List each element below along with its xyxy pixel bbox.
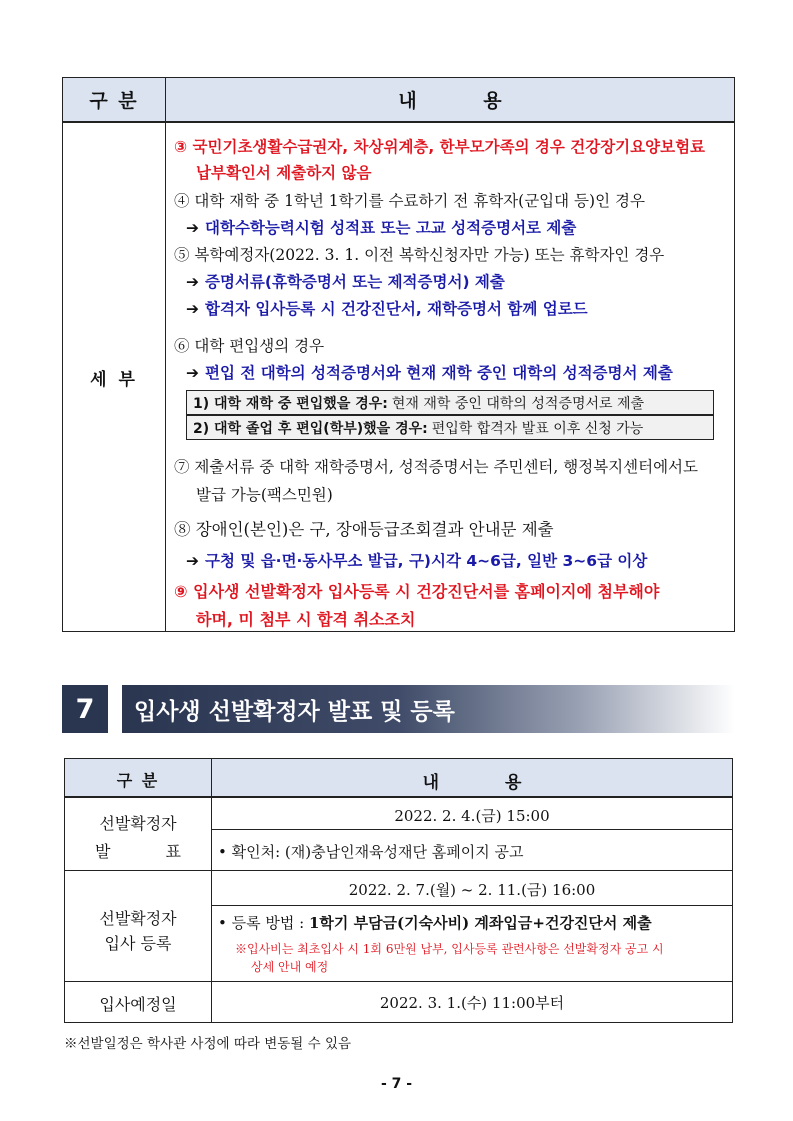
registration-period: 2022. 2. 7.(월) ~ 2. 11.(금) 16:00 [348, 881, 596, 899]
arrow-right-icon: ➔ [186, 364, 199, 382]
page-number: - 7 - [380, 1076, 413, 1092]
row-label-move-in: 입사예정일 [99, 995, 177, 1014]
row-label-registration: 선발확정자 [99, 909, 177, 928]
announcement-location: • 확인처: (재)충남인재육성재단 홈페이지 공고 [218, 843, 524, 861]
registration-method: • 등록 방법 : 1학기 부담금(기숙사비) 계좌입금+건강진단서 제출 [218, 914, 652, 932]
item-5-sub-1: ➔ 증명서류(휴학증명서 또는 제적증명서) 제출 [186, 273, 505, 291]
item-8: ⑧ 장애인(본인)은 구, 장애등급조회결과 안내문 제출 [174, 520, 554, 539]
arrow-right-icon: ➔ [186, 300, 199, 318]
item-9-line-1: ⑨ 입사생 선발확정자 입사등록 시 건강진단서를 홈페이지에 첨부해야 [174, 582, 660, 601]
item-7-line-1: ⑦ 제출서류 중 대학 재학증명서, 성적증명서는 주민센터, 행정복지센터에서도 [174, 458, 699, 476]
item-4-sub: ➔ 대학수학능력시험 성적표 또는 고교 성적증명서로 제출 [186, 219, 577, 237]
section-number: 7 [62, 685, 108, 733]
item-3-line-1: ③ 국민기초생활수급권자, 차상위계층, 한부모가족의 경우 건강장기요양보험료 [174, 138, 706, 156]
announcement-date: 2022. 2. 4.(금) 15:00 [394, 807, 550, 825]
item-8-sub: ➔ 구청 및 읍·면·동사무소 발급, 구)시각 4~6급, 일반 3~6급 이상 [186, 552, 648, 570]
transfer-case-box-2: 2) 대학 졸업 후 편입(학부)했을 경우: 편입학 합격자 발표 이후 신청 가능 [186, 415, 714, 440]
row-label-announcement: 선발확정자 [99, 814, 177, 833]
header-divider [65, 796, 732, 798]
item-9-line-2: 하며, 미 첨부 시 합격 취소조치 [196, 610, 416, 629]
item-5-sub-2: ➔ 합격자 입사등록 시 건강진단서, 재학증명서 함께 업로드 [186, 300, 588, 318]
header-category: 구 분 [63, 78, 166, 121]
row-divider [65, 870, 732, 871]
row-divider [65, 981, 732, 982]
arrow-right-icon: ➔ [186, 552, 199, 570]
item-6-sub: ➔ 편입 전 대학의 성적증명서와 현재 재학 중인 대학의 성적증명서 제출 [186, 364, 673, 382]
registration-note-2: 상세 안내 예정 [251, 960, 329, 974]
row-label-announcement-2: 발 표 [95, 842, 181, 861]
item-3-line-2: 납부확인서 제출하지 않음 [196, 164, 372, 182]
transfer-case-box-1: 1) 대학 재학 중 편입했을 경우: 현재 재학 중인 대학의 성적증명서로 제출 [186, 390, 714, 415]
move-in-date: 2022. 3. 1.(수) 11:00부터 [379, 994, 565, 1012]
registration-note-1: ※입사비는 최초입사 시 1회 6만원 납부, 입사등록 관련사항은 선발확정자 공고 시 [235, 942, 664, 956]
item-5: ⑤ 복학예정자(2022. 3. 1. 이전 복학신청자만 가능) 또는 휴학자인 경우 [174, 246, 665, 264]
section-title: 입사생 선발확정자 발표 및 등록 [122, 685, 735, 733]
arrow-right-icon: ➔ [186, 219, 199, 237]
schedule-table [64, 758, 733, 1023]
row-label-registration-2: 입사 등록 [104, 934, 172, 953]
item-4: ④ 대학 재학 중 1학년 1학기를 수료하기 전 휴학자(군입대 등)인 경우 [174, 192, 645, 210]
item-7-line-2: 발급 가능(팩스민원) [196, 486, 333, 504]
schedule-footnote: ※선발일정은 학사관 사정에 따라 변동될 수 있음 [64, 1036, 352, 1052]
table-header [63, 78, 734, 123]
header-category: 구 분 [116, 771, 160, 790]
arrow-right-icon: ➔ [186, 273, 199, 291]
row-label-details: 세 부 [63, 123, 166, 631]
item-6: ⑥ 대학 편입생의 경우 [174, 337, 325, 355]
details-content [166, 123, 734, 631]
header-content: 내 용 [398, 90, 502, 112]
header-content: 내 용 [422, 773, 522, 793]
row-divider [212, 905, 732, 906]
details-table [62, 77, 735, 632]
row-divider [212, 829, 732, 830]
